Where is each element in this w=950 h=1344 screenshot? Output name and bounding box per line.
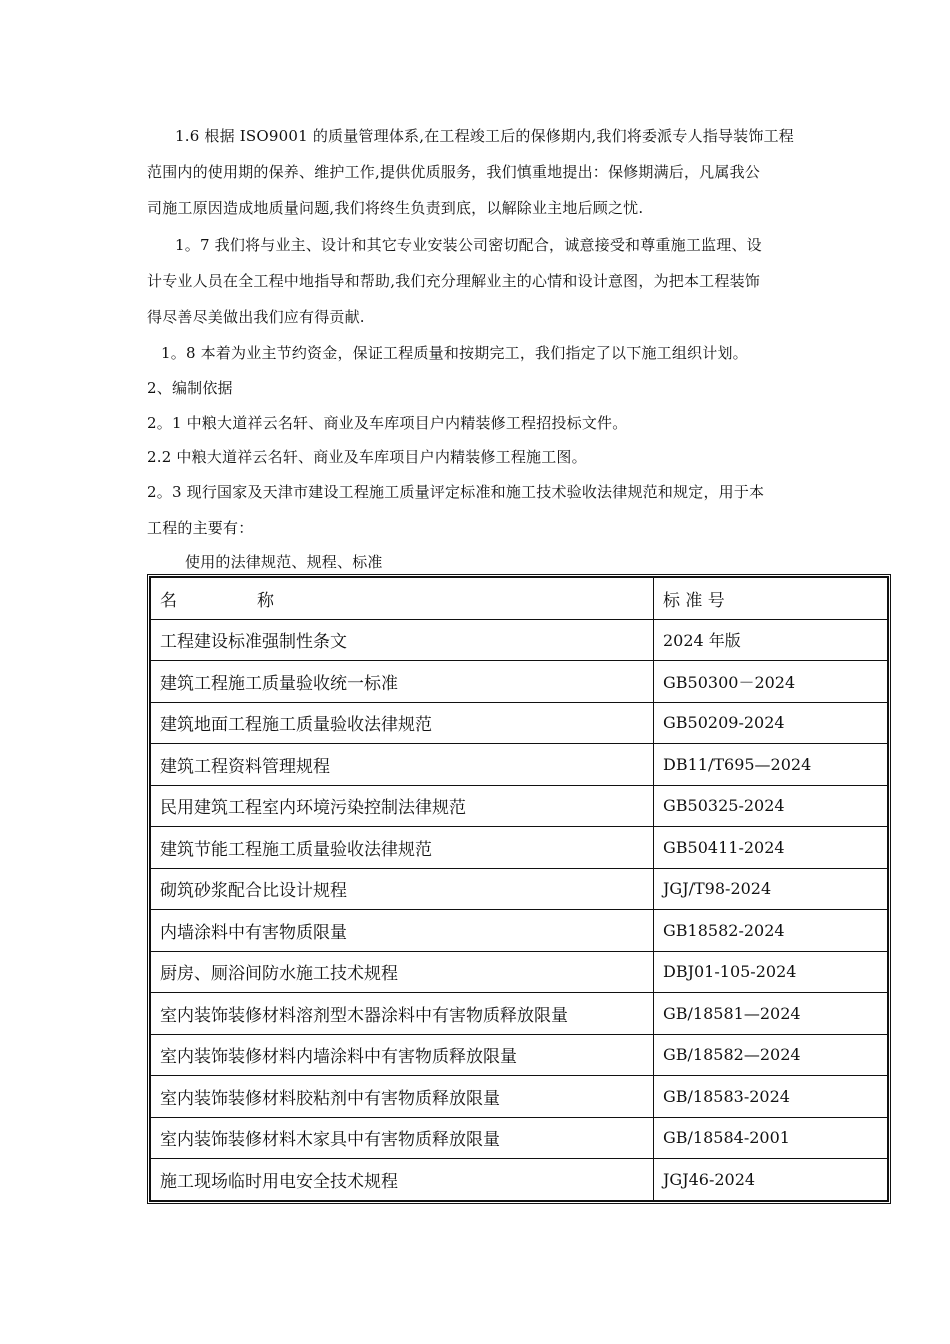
standard-name-cell: 室内装饰装修材料溶剂型木器涂料中有害物质释放限量	[151, 993, 654, 1035]
table-row	[151, 619, 888, 661]
table-row	[151, 1034, 888, 1076]
standard-code-cell: GB/18583-2024	[654, 1076, 888, 1118]
standard-name-cell: 室内装饰装修材料内墙涂料中有害物质释放限量	[151, 1034, 654, 1076]
standard-name-cell: 建筑地面工程施工质量验收法律规范	[151, 702, 654, 744]
standard-name-cell: 民用建筑工程室内环境污染控制法律规范	[151, 785, 654, 827]
paragraph-1-7-line-3: 得尽善尽美做出我们应有得贡献.	[147, 308, 365, 326]
table-row	[151, 868, 888, 910]
standard-name-cell: 厨房、厕浴间防水施工技术规程	[151, 951, 654, 993]
table-row	[151, 785, 888, 827]
standard-name-cell: 室内装饰装修材料胶粘剂中有害物质释放限量	[151, 1076, 654, 1118]
standard-code-cell: DBJ01-105-2024	[654, 951, 888, 993]
standard-name-cell: 建筑工程施工质量验收统一标准	[151, 661, 654, 703]
standard-code-cell: GB/18581—2024	[654, 993, 888, 1035]
table-row	[151, 951, 888, 993]
table-row	[151, 1159, 888, 1201]
section-2-3-line-1: 2。3 现行国家及天津市建设工程施工质量评定标准和施工技术验收法律规范和规定，用于本	[147, 483, 765, 501]
standard-code-cell: DB11/T695—2024	[654, 744, 888, 786]
section-heading-2: 2、编制依据	[147, 379, 233, 397]
table-row	[151, 1117, 888, 1159]
standard-code-cell: GB50325-2024	[654, 785, 888, 827]
standard-name-cell: 工程建设标准强制性条文	[151, 619, 654, 661]
paragraph-1-7-line-2: 计专业人员在全工程中地指导和帮助,我们充分理解业主的心情和设计意图，为把本工程装饰	[147, 272, 760, 290]
paragraph-1-6-line-1: 1.6 根据 ISO9001 的质量管理体系,在工程竣工后的保修期内,我们将委派专人指导装饰工程	[175, 127, 794, 145]
paragraph-1-6-line-2: 范围内的使用期的保养、维护工作,提供优质服务，我们慎重地提出：保修期满后，凡属我公	[147, 163, 760, 181]
standard-code-cell: GB50411-2024	[654, 827, 888, 869]
table-row	[151, 910, 888, 952]
section-2-1: 2。1 中粮大道祥云名轩、商业及车库项目户内精装修工程招投标文件。	[147, 414, 628, 432]
standard-code-cell: GB50300－2024	[654, 661, 888, 703]
standard-code-cell: GB/18582—2024	[654, 1034, 888, 1076]
standard-name-cell: 内墙涂料中有害物质限量	[151, 910, 654, 952]
standard-code-cell: GB50209-2024	[654, 702, 888, 744]
standard-name-cell: 砌筑砂浆配合比设计规程	[151, 868, 654, 910]
section-2-2: 2.2 中粮大道祥云名轩、商业及车库项目户内精装修工程施工图。	[147, 448, 587, 466]
section-2-3-line-2: 工程的主要有：	[147, 519, 254, 537]
standards-table-body	[151, 578, 888, 1201]
standard-name-cell: 建筑工程资料管理规程	[151, 744, 654, 786]
header-name-char-1: 名	[160, 590, 177, 611]
paragraph-1-6-line-3: 司施工原因造成地质量问题,我们将终生负责到底，以解除业主地后顾之忧.	[147, 199, 644, 217]
table-row	[151, 661, 888, 703]
standard-code-cell: GB18582-2024	[654, 910, 888, 952]
standards-table	[147, 574, 891, 1204]
table-row	[151, 744, 888, 786]
standard-code-cell: GB/18584-2001	[654, 1117, 888, 1159]
paragraph-1-7-line-1: 1。7 我们将与业主、设计和其它专业安装公司密切配合，诚意接受和尊重施工监理、设	[175, 236, 762, 254]
table-header-row	[151, 578, 888, 620]
table-row	[151, 993, 888, 1035]
standard-name-cell: 室内装饰装修材料木家具中有害物质释放限量	[151, 1117, 654, 1159]
header-code-cell: 标 准 号	[654, 578, 888, 620]
header-name-char-2: 称	[257, 590, 274, 611]
paragraph-1-8: 1。8 本着为业主节约资金，保证工程质量和按期完工，我们指定了以下施工组织计划。	[161, 344, 748, 362]
table-row	[151, 827, 888, 869]
table-row	[151, 702, 888, 744]
standard-code-cell: JGJ/T98-2024	[654, 868, 888, 910]
standard-name-cell: 施工现场临时用电安全技术规程	[151, 1159, 654, 1201]
standard-code-cell: 2024 年版	[654, 619, 888, 661]
standard-code-cell: JGJ46-2024	[654, 1159, 888, 1201]
table-caption: 使用的法律规范、规程、标准	[185, 553, 383, 571]
header-name-cell	[151, 578, 654, 620]
standard-name-cell: 建筑节能工程施工质量验收法律规范	[151, 827, 654, 869]
table-row	[151, 1076, 888, 1118]
